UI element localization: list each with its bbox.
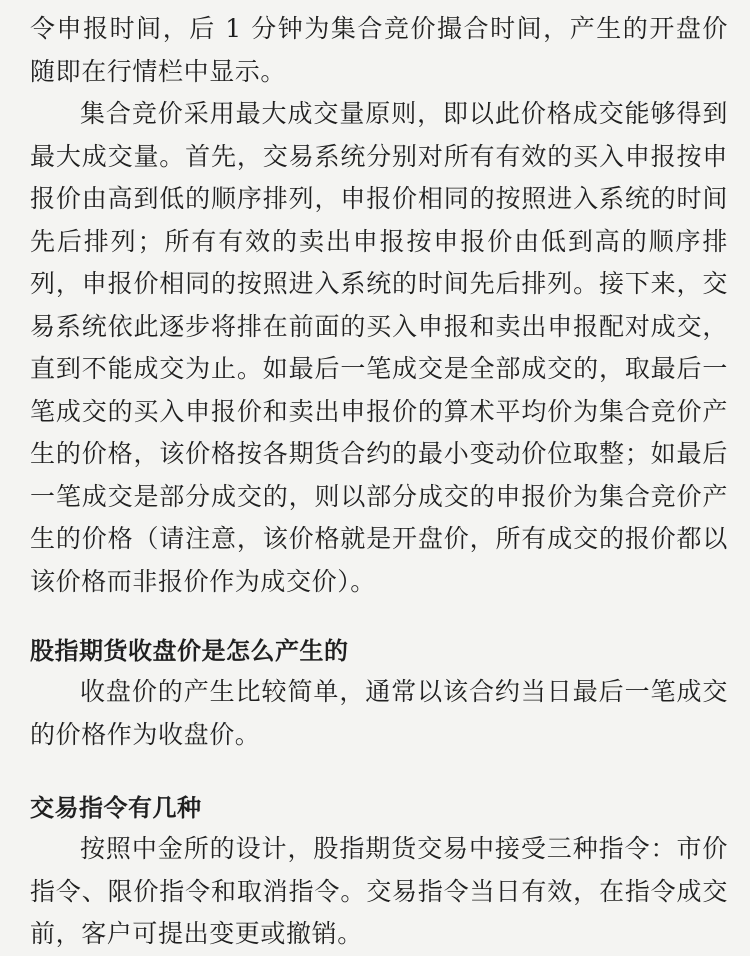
closing-price-heading: 股指期货收盘价是怎么产生的: [30, 637, 349, 665]
opening-paragraph: 令申报时间，后 1 分钟为集合竞价撮合时间，产生的开盘价随即在行情栏中显示。: [30, 14, 728, 86]
order-types-paragraph: 按照中金所的设计，股指期货交易中接受三种指令：市价指令、限价指令和取消指令。交易指令当日有效，在指令成交前，客户可提出变更或撤销。: [30, 834, 728, 948]
order-types-heading: 交易指令有几种: [30, 794, 202, 822]
auction-paragraph: 集合竞价采用最大成交量原则，即以此价格成交能够得到最大成交量。首先，交易系统分别对所有有效的买入申报按申报价由高到低的顺序排列，申报价相同的按照进入系统的时间先后排列；所有有效的卖出申报按申报价由低到高的顺序排列，申报价相同的按照进入系统的时间先后排列。接下来，交易系统依此逐步将排在前面的买入申报和卖出申报配对成交，直到不能成交为止。如最后一笔成交是全部成交的，取最后一笔成交的买入申报价和卖出申报价的算术平均价为集合竞价产生的价格，该价格按各期货合约的最小变动价位取整；如最后一笔成交是部分成交的，则以部分成交的申报价为集合竞价产生的价格（请注意，该价格就是开盘价，所有成交的报价都以该价格而非报价作为成交价）。: [30, 99, 728, 596]
closing-price-paragraph: 收盘价的产生比较简单，通常以该合约当日最后一笔成交的价格作为收盘价。: [30, 677, 728, 749]
